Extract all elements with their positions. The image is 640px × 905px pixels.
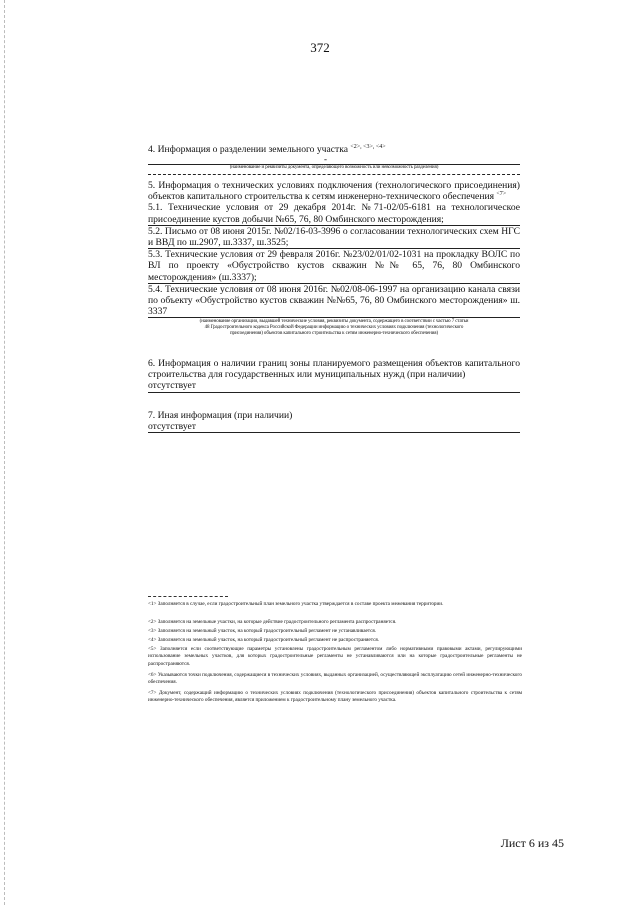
section-4: [148, 144, 520, 155]
section-4-footnote-refs: <2>, <3>, <4>: [350, 143, 386, 150]
section-5-item-2: 5.2. Письмо от 08 июня 2015г. №02/16-03-3996 о согласовании технологических схем НГС и ВВД по ш.2907, ш.3337, ш.3525;: [148, 225, 520, 249]
section-4-heading: 4. Информация о разделении земельного участка $^{<2>, <3>, <4>}$: [148, 143, 386, 155]
section-5-heading: 5. Информация о технических условиях подключения (технологического присоединения) объектов капитального строительства к сетям инженерно-технического обеспечения $^{<7>}$: [148, 180, 520, 203]
section-7: [148, 410, 520, 433]
section-6-heading: 6. Информация о наличии границ зоны планируемого размещения объектов капитального строительства для государственных или муниципальных нужд (при наличии): [148, 358, 520, 381]
section-7-heading: 7. Иная информация (при наличии): [148, 410, 293, 421]
section-5-item-3: 5.3. Технические условия от 29 февраля 2016г. №23/02/01/02-1031 на прокладку ВОЛС по ВЛ по проекту «Обустройство кустов скважин №№ 65, 76, 80 Омбинского месторождения» (ш.3337);: [148, 249, 520, 283]
section-5-item-1: 5.1. Технические условия от 29 декабря 2014г. №71-02/05-6181 на технологическое присоединение кустов добычи №65, 76, 80 Омбинского месторождения;: [148, 202, 520, 225]
section-6-value: отсутствует: [148, 380, 520, 392]
section-5-item-4: 5.4. Технические условия от 08 июня 2016г. №02/08-06-1997 на организацию канала связи по объекту «Обустройство кустов скважин №№65, 76, 80 Омбинского месторождения» ш. 3337: [148, 283, 520, 318]
section-7-value: отсутствует: [148, 421, 520, 433]
footnote-6: <6> Указываются точки подключения, содержащиеся в технических условиях, выданных организацией, осуществляющей эксплуатацию сетей инженерно-технического обеспечения.: [148, 672, 522, 686]
section-5-caption: (наименование организации, выдавшей технические условия, реквизиты документа, содержащего в соответствии с частью 7 статьи 48 Градостроительного кодекса Российской Федерации информацию о технических условиях подключения (технологического присоединения) объектов капитального строительства к сетям инженерно-технического обеспечения): [199, 319, 469, 337]
page-number: 372: [310, 40, 330, 55]
section-4-dash: -: [324, 154, 327, 164]
footnote-3: <3> Заполняется на земельный участок, на который градостроительный регламент не устанавливается.: [148, 628, 377, 634]
footnote-5: <5> Заполняется если соответствующие параметры установлены градостроительным регламентом либо нормативными правовыми актами, регулирующими использование земельных участков, для которых градостроительные регламенты не устанавливаются или на которые градостроительные регламенты не распространяются.: [148, 646, 522, 667]
scan-edge-line: [4, 0, 5, 905]
footnote-separator: [148, 596, 228, 597]
footnote-2: <2> Заполняется на земельные участки, на которые действие градостроительного регламента распространяется.: [148, 619, 397, 625]
footnote-1: <1> Заполняется в случае, если градостроительный план земельного участка утверждается в составе проекта межевания территории.: [148, 601, 444, 607]
section-4-rule-2: [148, 174, 520, 175]
footnote-4: <4> Заполняется на земельный участок, на который градостроительный регламент не распространяется.: [148, 637, 380, 643]
section-6: [148, 358, 520, 393]
footnote-7: <7> Документ, содержащий информацию о технических условиях подключения (технологического присоединения) объектов капитального строительства к сетям инженерно-технического обеспечения, является приложением к градостроительному плану земельного участка.: [148, 690, 522, 704]
section-5-footnote-ref: <7>: [496, 191, 507, 198]
sheet-label: Лист 6 из 45: [500, 836, 564, 850]
section-4-caption-wrap: [148, 165, 520, 171]
section-4-caption: (наименование и реквизиты документа, определяющего возможность или невозможность разделения): [229, 165, 439, 170]
section-5: [148, 180, 520, 337]
